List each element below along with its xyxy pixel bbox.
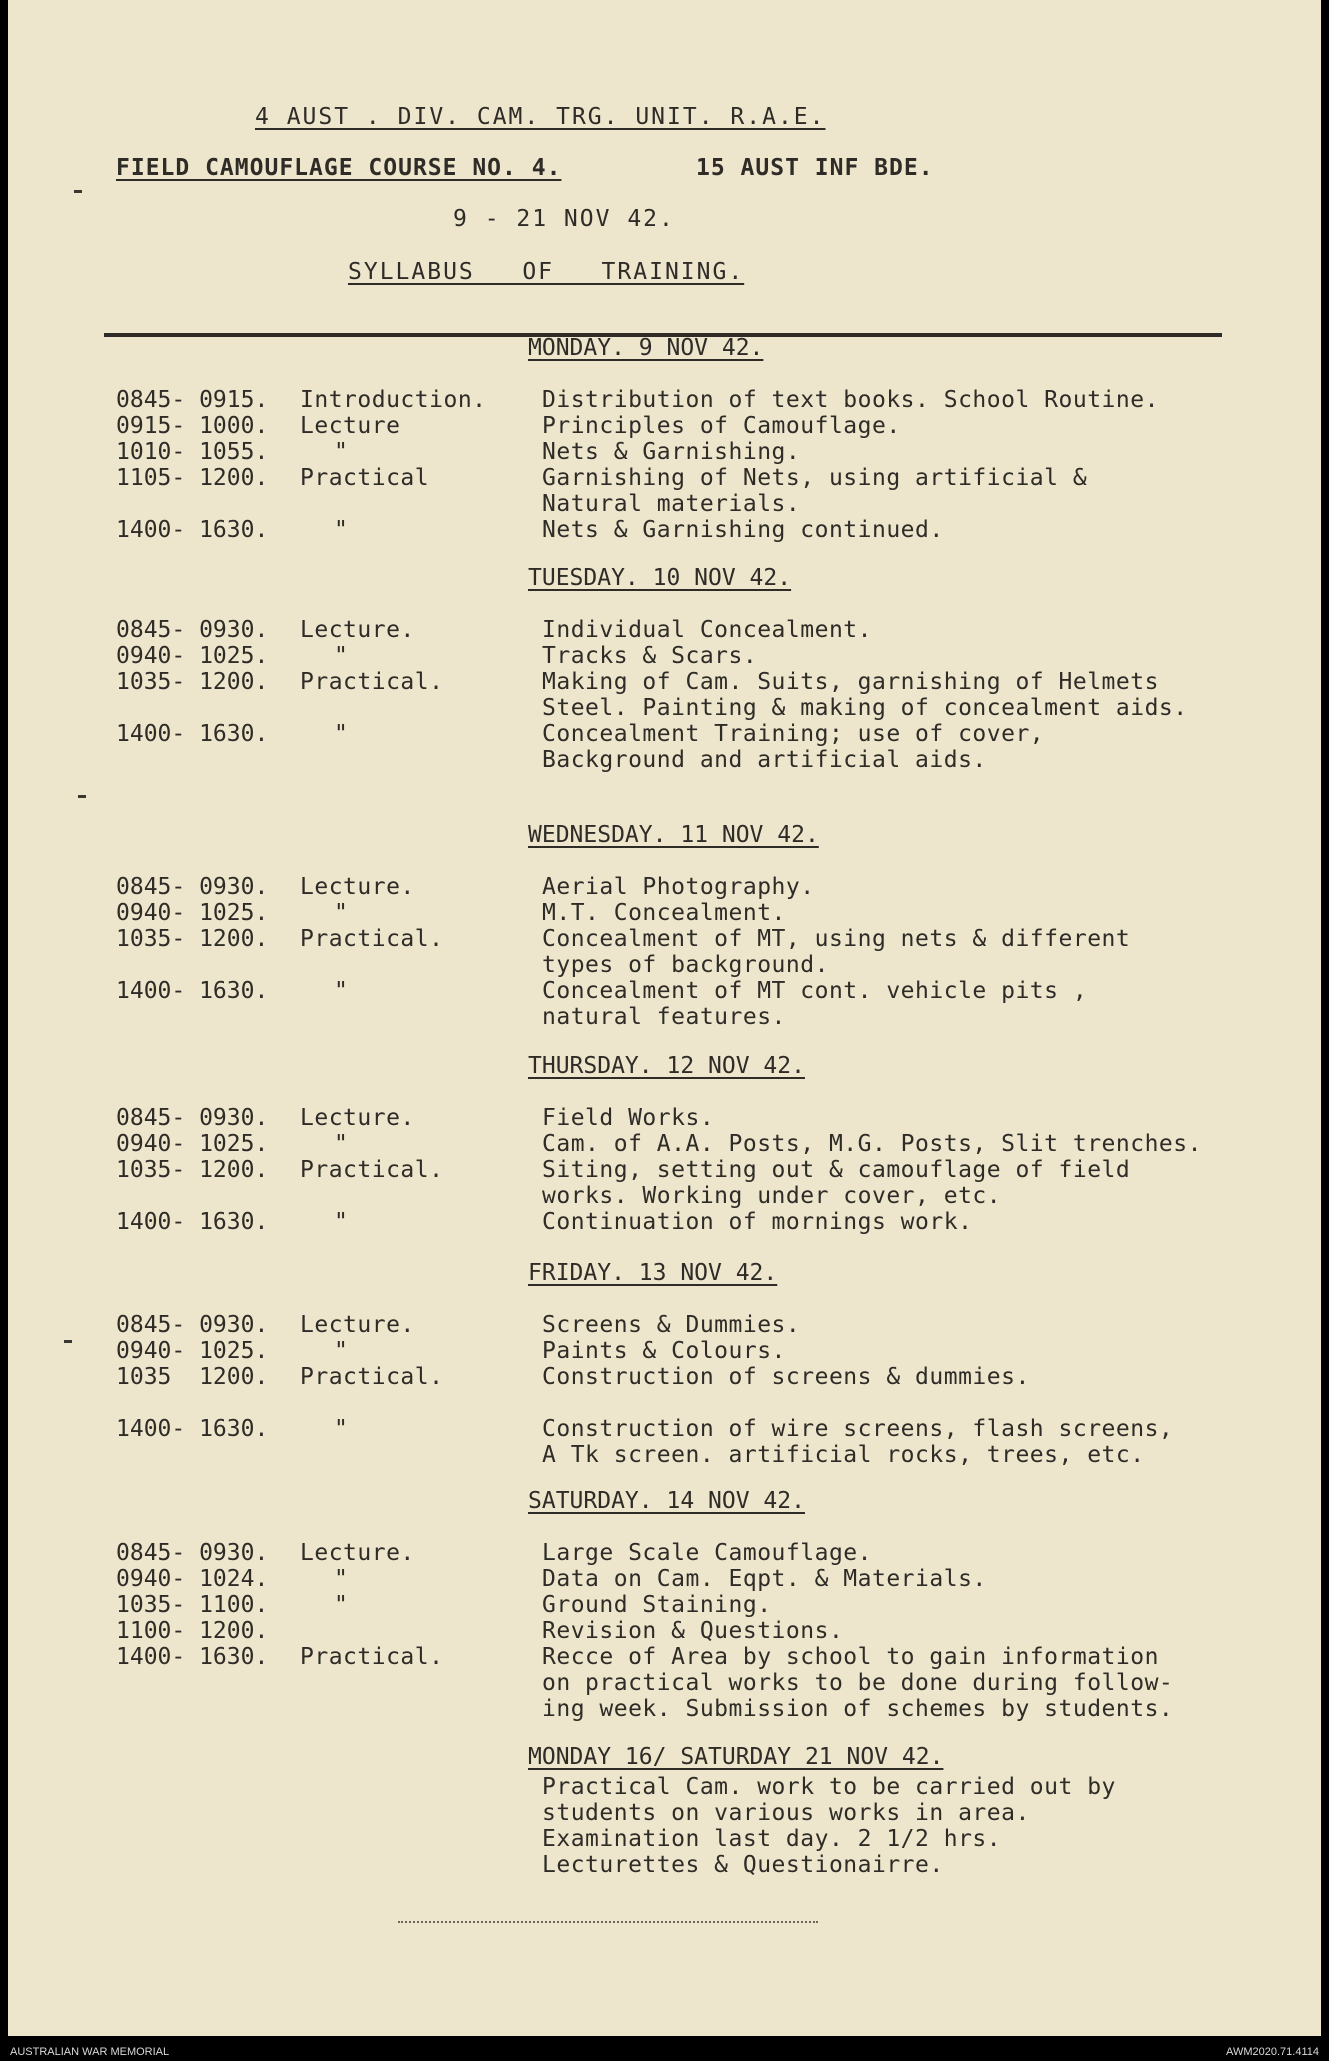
- session-time: 1035- 1200.: [116, 926, 269, 952]
- session-time: 1400- 1630.: [116, 1644, 269, 1670]
- session-type: ": [334, 1209, 349, 1235]
- session-subject: Individual Concealment.: [542, 617, 872, 643]
- session-time: 1400- 1630.: [116, 1416, 269, 1442]
- session-time: 0940- 1025.: [116, 1131, 269, 1157]
- day-heading: TUESDAY. 10 NOV 42.: [528, 565, 792, 591]
- session-type: ": [334, 1566, 349, 1592]
- unit-title: 4 AUST . DIV. CAM. TRG. UNIT. R.A.E.: [255, 104, 826, 130]
- session-subject: on practical works to be done during follow-: [542, 1670, 1174, 1696]
- session-subject: types of background.: [542, 952, 829, 978]
- session-type: Practical: [300, 465, 430, 491]
- session-type: ": [334, 1338, 349, 1364]
- session-subject: Aerial Photography.: [542, 874, 815, 900]
- session-subject: Background and artificial aids.: [542, 747, 987, 773]
- session-subject: Ground Staining.: [542, 1592, 772, 1618]
- session-subject: Examination last day. 2 1/2 hrs.: [542, 1826, 1002, 1852]
- session-type: ": [334, 643, 349, 669]
- session-type: ": [334, 517, 349, 543]
- session-subject: Steel. Painting & making of concealment aids.: [542, 695, 1188, 721]
- session-subject: students on various works in area.: [542, 1800, 1030, 1826]
- session-time: 1400- 1630.: [116, 1209, 269, 1235]
- brigade-label: 15 AUST INF BDE.: [696, 155, 934, 181]
- session-subject: Construction of wire screens, flash screens,: [542, 1416, 1174, 1442]
- bottom-dotted-line: [398, 1921, 818, 1923]
- session-type: Lecture.: [300, 1540, 415, 1566]
- session-time: 0845- 0930.: [116, 617, 269, 643]
- session-subject: Concealment Training; use of cover,: [542, 721, 1045, 747]
- session-subject: Field Works.: [542, 1105, 715, 1131]
- session-subject: Recce of Area by school to gain information: [542, 1644, 1159, 1670]
- session-subject: Practical Cam. work to be carried out by: [542, 1774, 1116, 1800]
- session-subject: Screens & Dummies.: [542, 1312, 801, 1338]
- session-time: 1010- 1055.: [116, 439, 269, 465]
- session-time: 0845- 0915.: [116, 387, 269, 413]
- session-subject: Natural materials.: [542, 491, 801, 517]
- session-type: Practical.: [300, 669, 444, 695]
- session-type: Practical.: [300, 1644, 444, 1670]
- session-time: 0845- 0930.: [116, 1312, 269, 1338]
- session-type: Lecture.: [300, 617, 415, 643]
- archive-credit: AUSTRALIAN WAR MEMORIAL: [10, 2046, 170, 2058]
- session-subject: Construction of screens & dummies.: [542, 1364, 1030, 1390]
- session-subject: Tracks & Scars.: [542, 643, 758, 669]
- session-type: ": [334, 1416, 349, 1442]
- session-subject: Nets & Garnishing.: [542, 439, 801, 465]
- session-time: 0845- 0930.: [116, 874, 269, 900]
- punch-mark: [64, 1340, 72, 1343]
- session-time: 1400- 1630.: [116, 978, 269, 1004]
- session-type: Introduction.: [300, 387, 487, 413]
- day-heading: WEDNESDAY. 11 NOV 42.: [528, 822, 819, 848]
- session-type: Lecture: [300, 413, 401, 439]
- punch-mark: [74, 190, 82, 193]
- course-dates: 9 - 21 NOV 42.: [453, 206, 675, 232]
- session-subject: natural features.: [542, 1004, 786, 1030]
- session-time: 1400- 1630.: [116, 721, 269, 747]
- session-time: 0845- 0930.: [116, 1105, 269, 1131]
- session-subject: Nets & Garnishing continued.: [542, 517, 944, 543]
- session-subject: Paints & Colours.: [542, 1338, 786, 1364]
- day-heading: MONDAY. 9 NOV 42.: [528, 335, 764, 361]
- session-subject: Continuation of mornings work.: [542, 1209, 973, 1235]
- session-subject: Making of Cam. Suits, garnishing of Helmets: [542, 669, 1159, 695]
- session-type: ": [334, 1131, 349, 1157]
- session-type: ": [334, 1592, 349, 1618]
- session-time: 1400- 1630.: [116, 517, 269, 543]
- session-type: Lecture.: [300, 1105, 415, 1131]
- session-subject: Garnishing of Nets, using artificial &: [542, 465, 1088, 491]
- session-type: ": [334, 900, 349, 926]
- session-type: Practical.: [300, 1157, 444, 1183]
- session-subject: works. Working under cover, etc.: [542, 1183, 1002, 1209]
- session-type: Lecture.: [300, 874, 415, 900]
- document-page: [8, 0, 1321, 2036]
- session-subject: Large Scale Camouflage.: [542, 1540, 872, 1566]
- session-type: ": [334, 978, 349, 1004]
- session-type: ": [334, 721, 349, 747]
- session-subject: Distribution of text books. School Routine.: [542, 387, 1159, 413]
- session-time: 0940- 1025.: [116, 900, 269, 926]
- session-subject: Cam. of A.A. Posts, M.G. Posts, Slit trenches.: [542, 1131, 1202, 1157]
- session-type: ": [334, 439, 349, 465]
- session-time: 0915- 1000.: [116, 413, 269, 439]
- session-time: 0940- 1024.: [116, 1566, 269, 1592]
- session-time: 1035- 1100.: [116, 1592, 269, 1618]
- punch-mark: [78, 795, 86, 798]
- session-time: 1100- 1200.: [116, 1618, 269, 1644]
- session-type: Lecture.: [300, 1312, 415, 1338]
- session-subject: Lecturettes & Questionairre.: [542, 1852, 944, 1878]
- session-time: 0845- 0930.: [116, 1540, 269, 1566]
- session-time: 1035- 1200.: [116, 1157, 269, 1183]
- course-title: FIELD CAMOUFLAGE COURSE NO. 4.: [116, 155, 562, 181]
- session-subject: Concealment of MT cont. vehicle pits ,: [542, 978, 1088, 1004]
- session-subject: Siting, setting out & camouflage of field: [542, 1157, 1131, 1183]
- session-time: 1105- 1200.: [116, 465, 269, 491]
- session-subject: Principles of Camouflage.: [542, 413, 901, 439]
- day-heading: MONDAY 16/ SATURDAY 21 NOV 42.: [528, 1744, 944, 1770]
- session-subject: Data on Cam. Eqpt. & Materials.: [542, 1566, 987, 1592]
- session-subject: ing week. Submission of schemes by students.: [542, 1696, 1174, 1722]
- session-subject: Revision & Questions.: [542, 1618, 844, 1644]
- session-time: 0940- 1025.: [116, 643, 269, 669]
- session-type: Practical.: [300, 926, 444, 952]
- syllabus-title: SYLLABUS OF TRAINING.: [348, 259, 745, 285]
- session-time: 1035 1200.: [116, 1364, 269, 1390]
- session-time: 0940- 1025.: [116, 1338, 269, 1364]
- archive-reference: AWM2020.71.4114: [1226, 2046, 1319, 2058]
- day-heading: SATURDAY. 14 NOV 42.: [528, 1488, 805, 1514]
- day-heading: THURSDAY. 12 NOV 42.: [528, 1053, 805, 1079]
- session-type: Practical.: [300, 1364, 444, 1390]
- session-subject: M.T. Concealment.: [542, 900, 786, 926]
- day-heading: FRIDAY. 13 NOV 42.: [528, 1260, 778, 1286]
- session-subject: Concealment of MT, using nets & different: [542, 926, 1131, 952]
- session-subject: A Tk screen. artificial rocks, trees, etc.: [542, 1442, 1145, 1468]
- session-time: 1035- 1200.: [116, 669, 269, 695]
